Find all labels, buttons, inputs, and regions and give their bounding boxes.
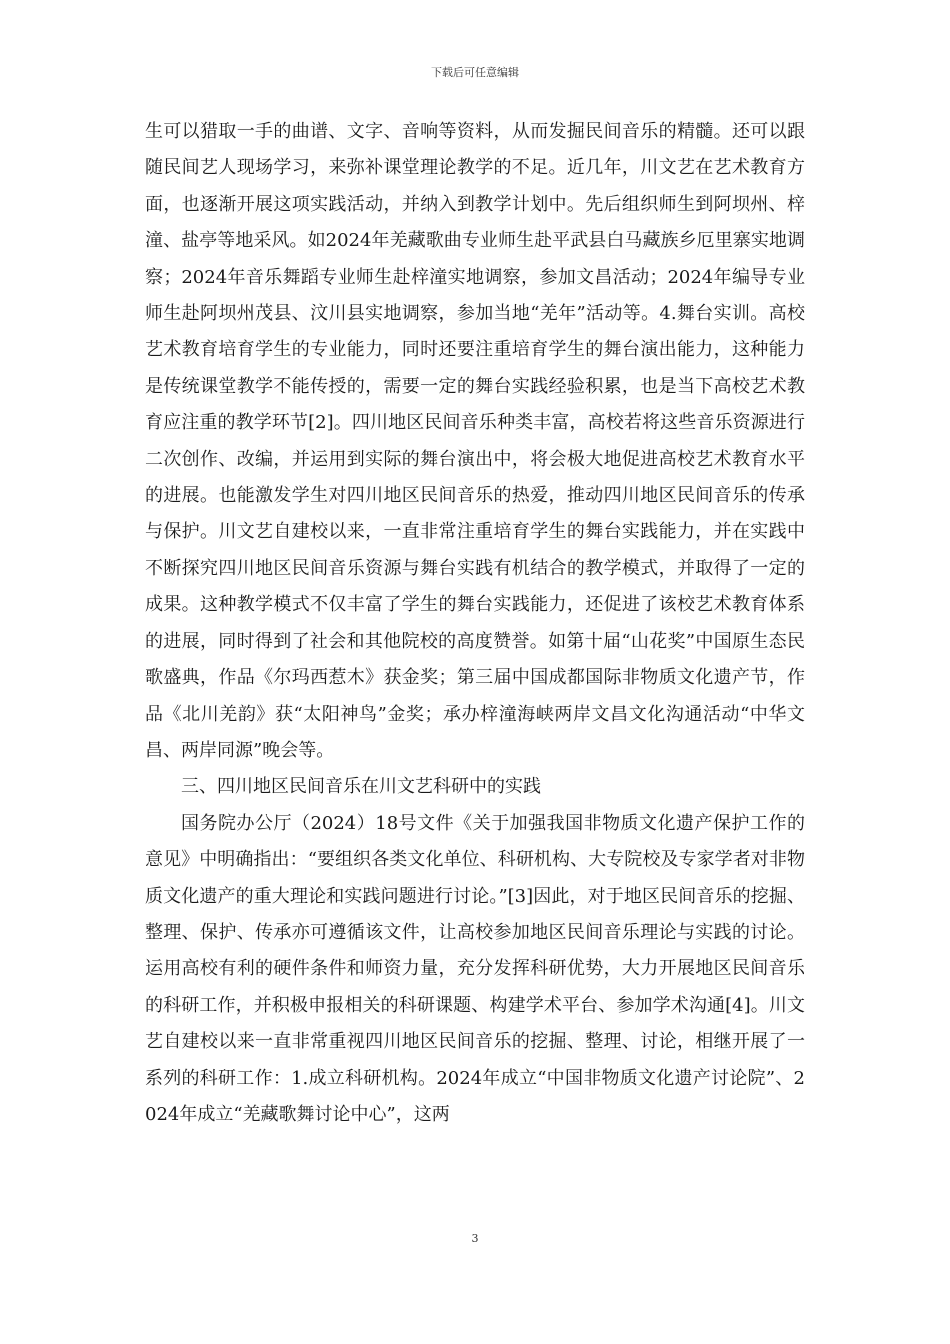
page-header: 下载后可任意编辑 [431,66,519,79]
page-number: 3 [471,1232,479,1245]
section-heading: 三、四川地区民间音乐在川文艺科研中的实践 [181,776,541,798]
body-paragraph-2: 国务院办公厅（2024）18号文件《关于加强我国非物质文化遗产保护工作的意见》中明确指出：“要组织各类文化单位、科研机构、大专院校及专家学者对非物质文化遗产的重大理论和实践问题进行讨论。”[3]因此，对于地区民间音乐的挖掘、整理、保护、传承亦可遵循该文件，让高校参加地区民间音乐理论与实践的讨论。运用高校有利的硬件条件和师资力量，充分发挥科研优势，大力开展地区民间音乐的科研工作，并积极申报相关的科研课题、构建学术平台、参加学术沟通[4]。川文艺自建校以来一直非常重视四川地区民间音乐的挖掘、整理、讨论，相继开展了一系列的科研工作：1.成立科研机构。2024年成立“中国非物质文化遗产讨论院”、2024年成立“羌藏歌舞讨论中心”，这两 [145,812,805,1125]
body-paragraph-1: 生可以猎取一手的曲谱、文字、音响等资料，从而发掘民间音乐的精髓。还可以跟随民间艺人现场学习，来弥补课堂理论教学的不足。近几年，川文艺在艺术教育方面，也逐渐开展这项实践活动，并纳入到教学计划中。先后组织师生到阿坝州、梓潼、盐亭等地采风。如2024年羌藏歌曲专业师生赴平武县白马藏族乡厄里寨实地调察；2024年音乐舞蹈专业师生赴梓潼实地调察，参加文昌活动；2024年编导专业师生赴阿坝州茂县、汶川县实地调察，参加当地“羌年”活动等。4.舞台实训。高校艺术教育培育学生的专业能力，同时还要注重培育学生的舞台演出能力，这种能力是传统课堂教学不能传授的，需要一定的舞台实践经验积累，也是当下高校艺术教育应注重的教学环节[2]。四川地区民间音乐种类丰富，高校若将这些音乐资源进行二次创作、改编，并运用到实际的舞台演出中，将会极大地促进高校艺术教育水平的进展。也能激发学生对四川地区民间音乐的热爱，推动四川地区民间音乐的传承与保护。川文艺自建校以来，一直非常注重培育学生的舞台实践能力，并在实践中不断探究四川地区民间音乐资源与舞台实践有机结合的教学模式，并取得了一定的成果。这种教学模式不仅丰富了学生的舞台实践能力，还促进了该校艺术教育体系的进展，同时得到了社会和其他院校的高度赞誉。如第十届“山花奖”中国原生态民歌盛典，作品《尔玛西惹木》获金奖；第三届中国成都国际非物质文化遗产节，作品《北川羌韵》获“太阳神鸟”金奖；承办梓潼海峡两岸文昌文化沟通活动“中华文昌、两岸同源”晚会等。 [145,121,805,761]
document-body [145,114,805,1133]
